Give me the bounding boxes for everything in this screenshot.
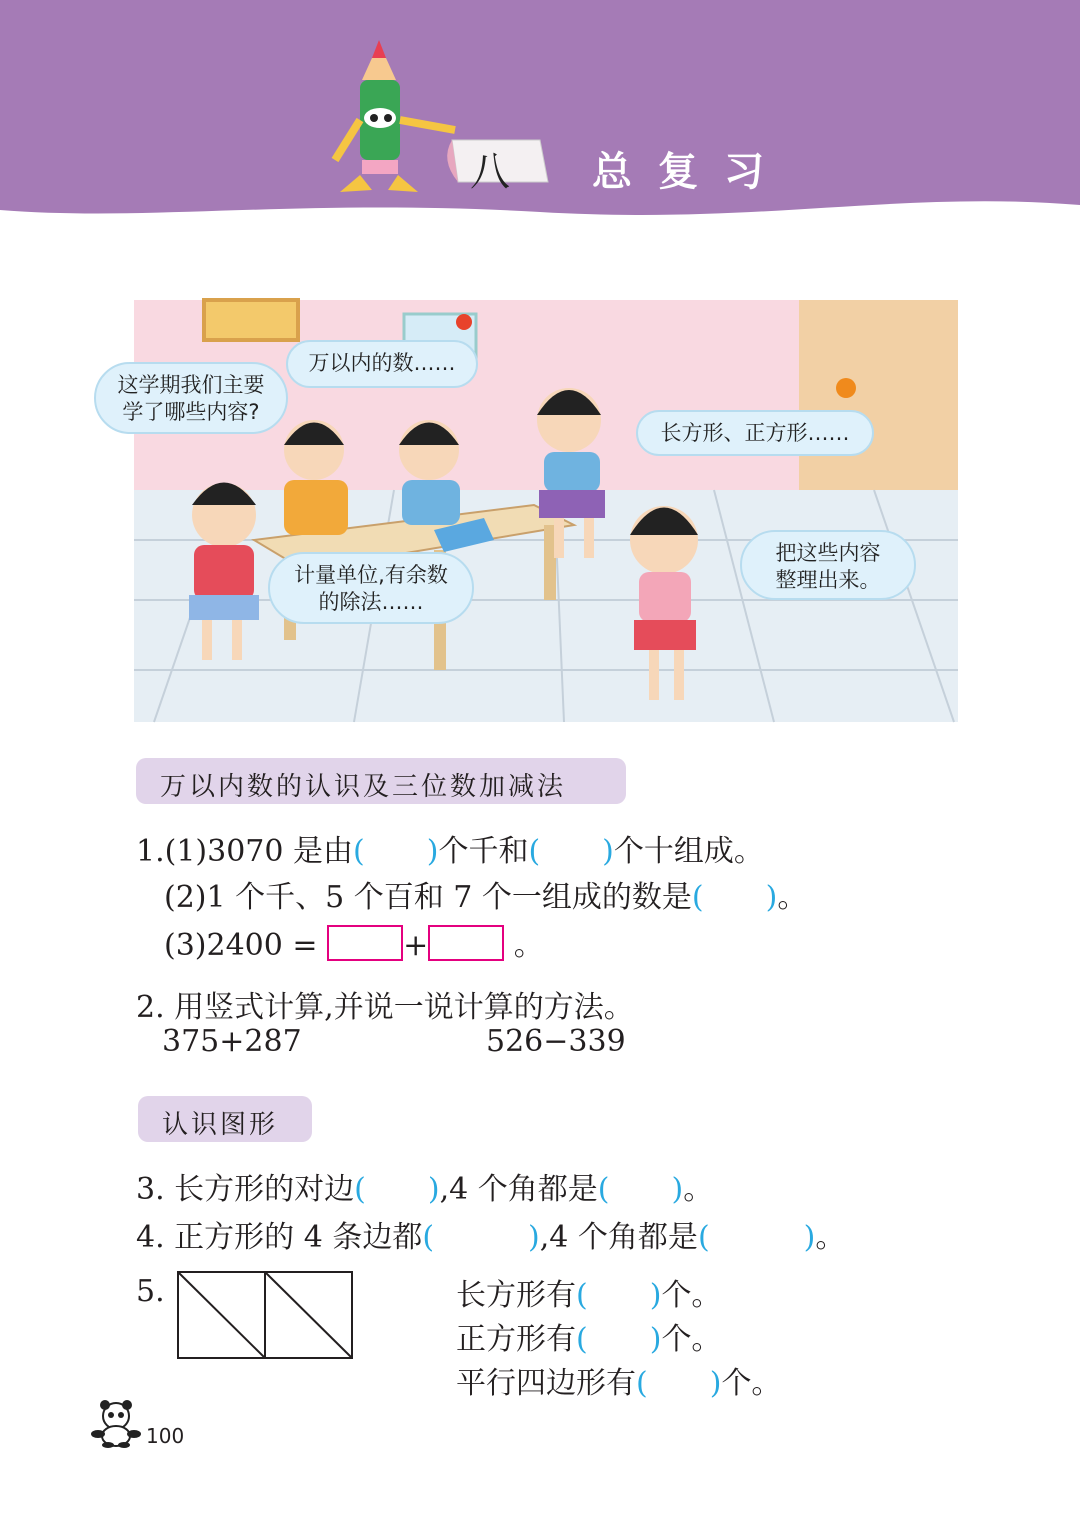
question-1-2: (2)1 个千、5 个百和 7 个一组成的数是( )。: [164, 880, 808, 915]
speech-bubble: [94, 362, 288, 434]
question-5-line-1: 长方形有( )个。: [456, 1278, 722, 1313]
question-4: 4. 正方形的 4 条边都( ),4 个角都是( )。: [136, 1220, 846, 1255]
question-3: 3. 长方形的对边( ),4 个角都是( )。: [136, 1172, 714, 1207]
answer-box[interactable]: [327, 925, 403, 961]
question-5-number: 5.: [136, 1274, 165, 1309]
section-label-shapes: 认识图形: [138, 1096, 312, 1142]
speech-bubble: [268, 552, 474, 624]
question-1-3: (3)2400 = + 。: [164, 920, 544, 964]
speech-bubble: [740, 530, 916, 600]
speech-text: 这学期我们主要: [117, 373, 265, 397]
page-number: 100: [146, 1424, 185, 1448]
question-5-line-2: 正方形有( )个。: [456, 1322, 722, 1357]
question-5-line-3: 平行四边形有( )个。: [456, 1366, 782, 1401]
chapter-title: 总复习: [592, 149, 790, 195]
section-label-numbers: 万以内数的认识及三位数加减法: [136, 758, 626, 804]
answer-box[interactable]: [428, 925, 504, 961]
speech-bubble: [636, 410, 874, 456]
chapter-header: [0, 0, 1080, 240]
panda-icon: [88, 1398, 144, 1448]
speech-text: 长方形、正方形……: [660, 421, 850, 445]
speech-bubble: [286, 340, 478, 388]
expression-addition: 375+287: [162, 1024, 302, 1059]
expression-subtraction: 526−339: [486, 1024, 626, 1059]
header-band: [0, 0, 1080, 240]
chapter-number: 八: [470, 149, 510, 195]
speech-text: 学了哪些内容?: [122, 400, 260, 424]
speech-text: 把这些内容: [775, 541, 881, 565]
speech-text: 整理出来。: [775, 568, 881, 592]
speech-text: 万以内的数……: [308, 351, 456, 375]
question-1-1: 1.(1)3070 是由( )个千和( )个十组成。: [136, 834, 764, 869]
classroom-illustration: [117, 300, 958, 722]
speech-text: 计量单位,有余数: [294, 563, 448, 587]
question-2: 2. 用竖式计算,并说一说计算的方法。: [136, 990, 634, 1025]
shapes-figure: [176, 1270, 356, 1362]
speech-text: 的除法……: [318, 590, 424, 614]
